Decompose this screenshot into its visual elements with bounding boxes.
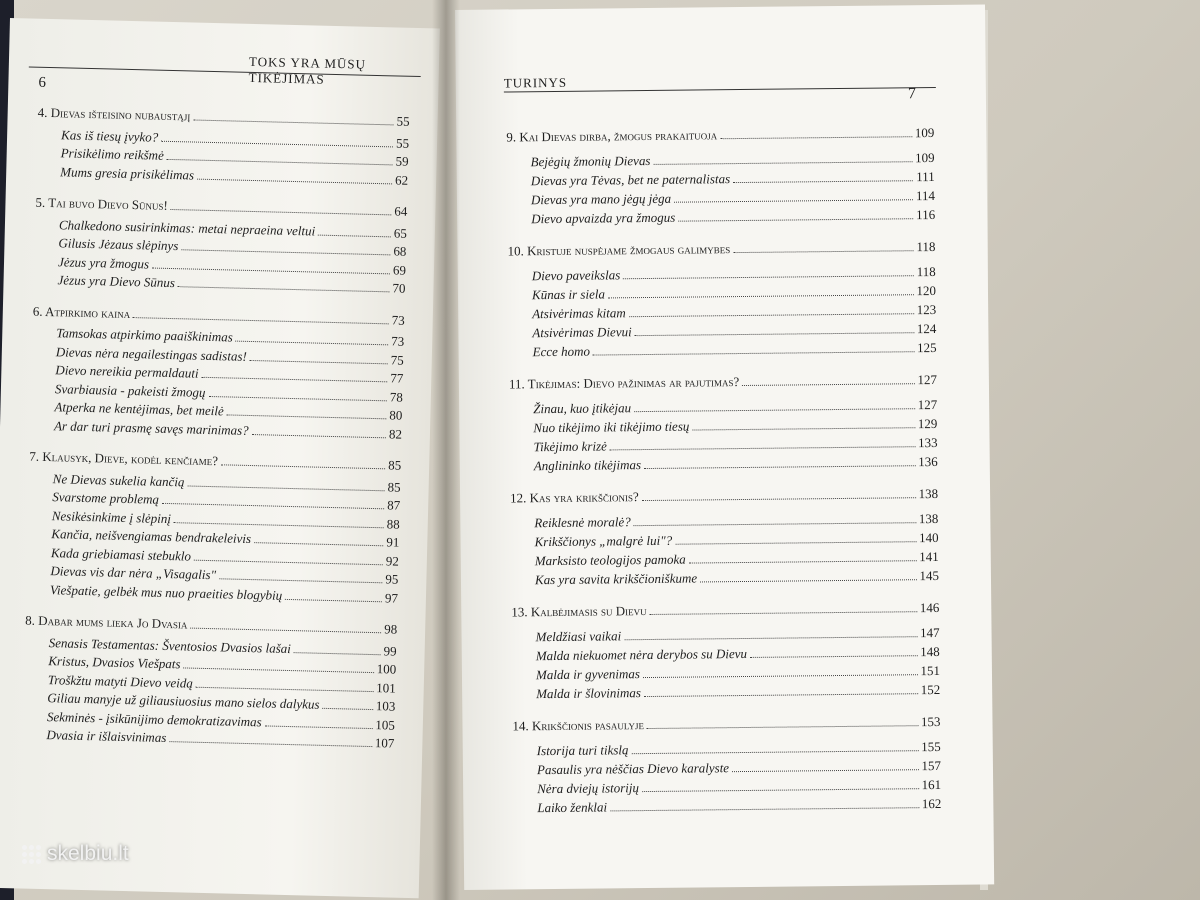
section-entry-title: Kūnas ir siela <box>531 286 606 303</box>
dot-leader <box>219 578 382 583</box>
section-entry-title: Laiko ženklai <box>537 799 608 816</box>
section-entry-page: 129 <box>917 415 938 432</box>
section-entry-page: 136 <box>918 453 938 470</box>
section-entry-page: 133 <box>917 434 938 451</box>
section-entry-title: Svarstome problemą <box>52 489 160 507</box>
dot-leader <box>167 159 393 166</box>
section-entry-page: 80 <box>389 407 403 423</box>
section-entry-title: Meldžiasi vaikai <box>535 628 622 645</box>
section-entry-title: Atperka ne kentėjimas, bet meilė <box>54 399 224 419</box>
dot-leader <box>689 560 917 563</box>
dot-leader <box>632 750 919 754</box>
dot-leader <box>653 161 912 165</box>
dot-leader <box>190 628 381 634</box>
section-entry-title: Nuo tikėjimo iki tikėjimo tiesų <box>533 418 690 436</box>
section-entry-title: Jėzus yra žmogus <box>57 253 150 271</box>
section-entry-page: 107 <box>374 735 395 751</box>
section-entry-page: 105 <box>375 716 396 733</box>
section-entry-page: 127 <box>917 396 938 413</box>
section-entry-title: Reiklesnė moralė? <box>534 514 631 531</box>
section-entry-title: Dievo apvaizda yra žmogus <box>531 209 676 227</box>
chapter-entry-title: 13. Kalbėjimasis su Dievu <box>511 603 647 620</box>
section-entry-page: 68 <box>393 243 407 259</box>
section-entry-title: Kančia, neišvengiamas bendrakeleivis <box>51 526 252 547</box>
section-entry-title: Atsivėrimas kitam <box>532 305 626 322</box>
chapter-entry-page: 73 <box>391 311 405 328</box>
section-entry <box>510 454 938 477</box>
chapter-entry-title: 11. Tikėjimas: Dievo pažinimas ar pajutimas? <box>508 374 740 392</box>
section-entry-title: Viešpatie, gelbėk mus nuo praeities blogybių <box>49 581 283 603</box>
section-entry-title: Gilusis Jėzaus slėpinys <box>58 235 179 254</box>
dot-leader <box>254 542 383 546</box>
dot-leader <box>650 611 917 615</box>
section-entry-title: Dievas yra Tėvas, bet ne paternalistas <box>530 171 731 189</box>
dot-leader <box>221 464 385 469</box>
section-entry-title: Tikėjimo krizė <box>533 438 607 455</box>
dot-leader <box>178 286 390 292</box>
dot-leader <box>733 250 913 253</box>
chapter-entry-page: 64 <box>394 203 408 219</box>
dot-leader <box>644 465 915 469</box>
toc-chapter <box>507 239 936 363</box>
chapter-entry-title: 4. Dievas išteisino nubaustąjį <box>37 104 191 124</box>
section-entry-title: Kas iš tiesų įvyko? <box>60 126 159 145</box>
dot-leader <box>700 579 916 582</box>
section-entry-page: 100 <box>376 661 397 677</box>
section-entry-page: 82 <box>388 425 403 442</box>
dot-leader <box>208 395 386 400</box>
chapter-entry-title: 8. Dabar mums lieka Jo Dvasia <box>25 612 188 632</box>
section-entry-title: Troškžtu matyti Dievo veidą <box>47 671 194 691</box>
section-entry-page: 88 <box>386 515 400 532</box>
right-page <box>455 4 994 890</box>
section-entry-title: Malda ir gyvenimas <box>535 666 641 683</box>
dot-leader <box>162 503 384 509</box>
dot-leader <box>161 140 393 147</box>
section-entry-title: Sekminės - įsikūnijimo demokratizavimas <box>46 708 262 729</box>
dot-leader <box>634 408 915 412</box>
dot-leader <box>608 294 914 298</box>
dot-leader <box>236 341 388 346</box>
dot-leader <box>169 741 372 747</box>
dot-leader <box>675 541 916 545</box>
chapter-entry-page: 138 <box>918 485 939 502</box>
dot-leader <box>174 522 384 528</box>
section-entry-title: Žinau, kuo įtikėjau <box>533 400 632 417</box>
section-entry-page: 95 <box>385 571 399 587</box>
dot-leader <box>733 180 913 183</box>
section-entry-title: Dievo nereikia permaldauti <box>55 362 199 381</box>
toc-chapter <box>509 372 938 477</box>
section-entry-title: Ne Dievas sukelia kančią <box>52 470 185 489</box>
dot-leader <box>181 249 390 255</box>
section-entry-title: Jėzus yra Dievo Sūnus <box>57 272 176 291</box>
chapter-entry <box>511 600 939 626</box>
section-entry-title: Istorija turi tikslą <box>536 742 629 759</box>
dot-leader <box>750 655 917 658</box>
chapter-entry-title: 5. Tai buvo Dievo Sūnus! <box>35 194 169 213</box>
book-gutter <box>432 0 460 900</box>
dot-leader <box>742 383 914 386</box>
section-entry-title: Marksisto teologijos pamoka <box>534 551 686 569</box>
section-entry-page: 155 <box>921 738 941 755</box>
section-entry-page: 147 <box>919 624 940 641</box>
dot-leader <box>678 218 913 221</box>
dot-leader <box>593 351 914 355</box>
dot-leader <box>250 359 388 363</box>
section-entry-page: 124 <box>916 320 937 337</box>
section-entry-title: Bejėgių žmonių Dievas <box>530 152 651 170</box>
section-entry-page: 161 <box>921 776 942 793</box>
section-entry-page: 120 <box>916 282 937 299</box>
section-entry-page: 77 <box>390 370 404 386</box>
dot-leader <box>692 427 915 430</box>
section-entry-title: Kristus, Dvasios Viešpats <box>48 653 181 672</box>
section-entry-title: Atsivėrimas Dievui <box>532 324 632 341</box>
section-entry-page: 78 <box>389 388 404 405</box>
dot-leader <box>252 434 386 438</box>
dot-leader <box>285 598 382 601</box>
page-number: 7 <box>907 85 916 103</box>
chapter-entry <box>507 239 935 265</box>
chapter-entry-title: 12. Kas yra krikščionis? <box>510 489 639 506</box>
table-of-contents <box>506 125 941 832</box>
chapter-entry-title: 7. Klausyk, Dieve, kodėl kenčiame? <box>29 448 219 469</box>
chapter-entry-page: 153 <box>920 713 941 730</box>
section-entry-page: 116 <box>916 206 936 223</box>
section-entry-title: Prisikėlimo reikšmė <box>60 145 165 163</box>
chapter-entry-title: 6. Atpirkimo kaina <box>32 303 131 321</box>
chapter-entry-page: 98 <box>384 621 398 637</box>
dot-leader <box>610 446 915 450</box>
dot-leader <box>194 559 383 565</box>
chapter-entry-title: 9. Kai Dievas dirba, žmogus prakaituoja <box>506 127 718 145</box>
dot-leader <box>187 485 384 491</box>
toc-chapter <box>22 613 397 755</box>
section-entry <box>509 340 937 363</box>
section-entry-page: 85 <box>387 478 401 495</box>
section-entry-title: Dvasia ir išlaisvinimas <box>46 727 167 746</box>
dot-leader <box>629 313 914 317</box>
header-rule <box>504 87 936 93</box>
section-entry-title: Kada griebiamasi stebuklo <box>50 544 192 564</box>
section-entry-page: 55 <box>395 134 410 151</box>
chapter-entry-page: 55 <box>396 113 410 129</box>
chapter-entry-title: 10. Kristuje nuspėjame žmogaus galimybes <box>507 241 731 259</box>
toc-chapter <box>511 600 940 705</box>
chapter-entry-page: 85 <box>388 457 402 473</box>
section-entry-page: 148 <box>920 643 940 660</box>
dot-leader <box>133 317 389 324</box>
section-entry-page: 99 <box>383 642 397 659</box>
section-entry-page: 118 <box>916 263 936 280</box>
section-entry-page: 152 <box>920 681 941 698</box>
dot-leader <box>318 234 391 237</box>
section-entry-page: 97 <box>384 589 399 606</box>
dot-leader <box>623 275 914 279</box>
dot-leader <box>294 652 381 655</box>
section-entry-page: 157 <box>921 757 942 774</box>
dot-leader <box>152 267 390 274</box>
dot-leader <box>227 414 387 419</box>
chapter-entry-page: 127 <box>917 371 937 388</box>
section-entry-title: Dievas yra mano jėgų jėga <box>530 190 672 208</box>
section-entry-title: Pasaulis yra nėščias Dievo karalyste <box>536 760 730 778</box>
section-entry-page: 91 <box>386 534 400 550</box>
dot-leader <box>196 686 373 691</box>
toc-chapter <box>506 125 935 230</box>
section-entry-page: 138 <box>918 510 939 527</box>
section-entry-title: Dievas nėra negailestingas sadistas! <box>55 343 248 364</box>
dot-leader <box>635 332 914 336</box>
section-entry <box>511 568 939 591</box>
dot-leader <box>193 120 393 126</box>
chapter-entry-page: 118 <box>916 238 936 255</box>
section-entry-page: 87 <box>387 497 401 513</box>
watermark <box>22 842 129 866</box>
section-entry-page: 151 <box>920 662 941 679</box>
toc-chapter <box>510 486 939 591</box>
section-entry-title: Ecce homo <box>532 343 591 360</box>
dot-leader <box>647 725 918 729</box>
dot-leader <box>201 377 387 383</box>
section-entry-title: Dievas vis dar nėra „Visagalis" <box>50 563 217 583</box>
dot-leader <box>720 136 912 139</box>
section-entry-page: 73 <box>391 333 405 349</box>
chapter-entry <box>509 372 937 398</box>
section-entry-title: Tamsokas atpirkimo paaiškinimas <box>56 325 233 345</box>
watermark-text: skelbiu.lt <box>47 842 129 865</box>
section-entry-title: Senasis Testamentas: Šventosios Dvasios lašai <box>48 634 292 656</box>
section-entry <box>512 682 940 705</box>
chapter-entry <box>512 714 940 740</box>
section-entry <box>513 796 941 819</box>
table-of-contents <box>22 105 410 767</box>
section-entry-page: 69 <box>392 261 407 278</box>
running-head: TOKS YRA MŪSŲ TIKĖJIMAS <box>248 53 367 87</box>
dot-leader <box>610 807 919 811</box>
dot-leader <box>197 178 392 184</box>
section-entry-title: Anglininko tikėjimas <box>533 457 642 474</box>
dot-leader <box>642 497 916 501</box>
section-entry-page: 114 <box>915 187 936 204</box>
section-entry-page: 101 <box>376 679 396 696</box>
section-entry-title: Ar dar turi prasmę savęs marinimas? <box>53 417 249 438</box>
section-entry-title: Giliau manyje už giliausiuosius mano sielos dalykus <box>47 690 320 712</box>
section-entry-page: 103 <box>375 698 396 714</box>
section-entry-title: Nesikėsinkime į slėpinį <box>51 507 172 526</box>
section-entry-page: 70 <box>392 280 406 296</box>
section-entry-page: 62 <box>394 171 409 188</box>
chapter-entry-page: 146 <box>919 599 940 616</box>
section-entry-page: 92 <box>385 552 400 569</box>
section-entry-page: 65 <box>393 224 408 241</box>
toc-chapter <box>26 449 402 609</box>
toc-chapter <box>33 195 407 300</box>
section-entry-page: 141 <box>919 548 939 565</box>
section-entry-title: Dievo paveikslas <box>531 267 621 284</box>
left-page <box>0 18 440 898</box>
dot-leader <box>171 209 392 215</box>
dot-leader <box>322 708 372 710</box>
chapter-entry-title: 14. Krikščionis pasaulyje <box>512 717 645 734</box>
section-entry-title: Nėra dviejų istorijų <box>537 780 640 797</box>
dot-leader <box>643 674 918 678</box>
section-entry-page: 162 <box>921 795 942 812</box>
section-entry-page: 59 <box>395 153 409 169</box>
section-entry-title: Malda niekuomet nėra derybos su Dievu <box>535 645 748 664</box>
section-entry-page: 123 <box>916 301 937 318</box>
toc-chapter <box>30 303 405 445</box>
running-head: TURINYS <box>503 74 568 91</box>
section-entry-title: Chalkedono susirinkimas: metai nepraeina veltui <box>58 216 316 239</box>
dot-leader <box>265 725 373 729</box>
page-number: 6 <box>38 74 47 91</box>
toc-chapter <box>36 105 410 191</box>
section-entry-page: 109 <box>914 149 935 166</box>
section-entry-title: Krikščionys „malgrė lui"? <box>534 532 673 550</box>
dot-leader <box>183 667 373 673</box>
section-entry-title: Svarbiausia - pakeisti žmogų <box>54 380 206 400</box>
section-entry-title: Malda ir šlovinimas <box>536 685 641 702</box>
chapter-entry <box>506 125 934 151</box>
chapter-entry-page: 109 <box>914 124 935 141</box>
dot-leader <box>674 199 913 203</box>
section-entry-page: 140 <box>918 529 939 546</box>
logo-dots-icon <box>22 845 41 864</box>
dot-leader <box>732 769 918 772</box>
chapter-entry <box>510 486 938 512</box>
section-entry-page: 75 <box>390 351 404 368</box>
dot-leader <box>642 788 919 792</box>
dot-leader <box>644 693 918 697</box>
section-entry-page: 125 <box>916 339 937 356</box>
dot-leader <box>634 522 916 526</box>
section-entry-title: Kas yra savita krikščioniškume <box>534 570 698 588</box>
section-entry-title: Mums gresia prisikėlimas <box>60 163 195 183</box>
section-entry-page: 111 <box>916 168 935 185</box>
dot-leader <box>624 636 917 640</box>
section-entry <box>507 207 935 230</box>
toc-chapter <box>512 714 941 819</box>
section-entry-page: 145 <box>919 567 940 584</box>
